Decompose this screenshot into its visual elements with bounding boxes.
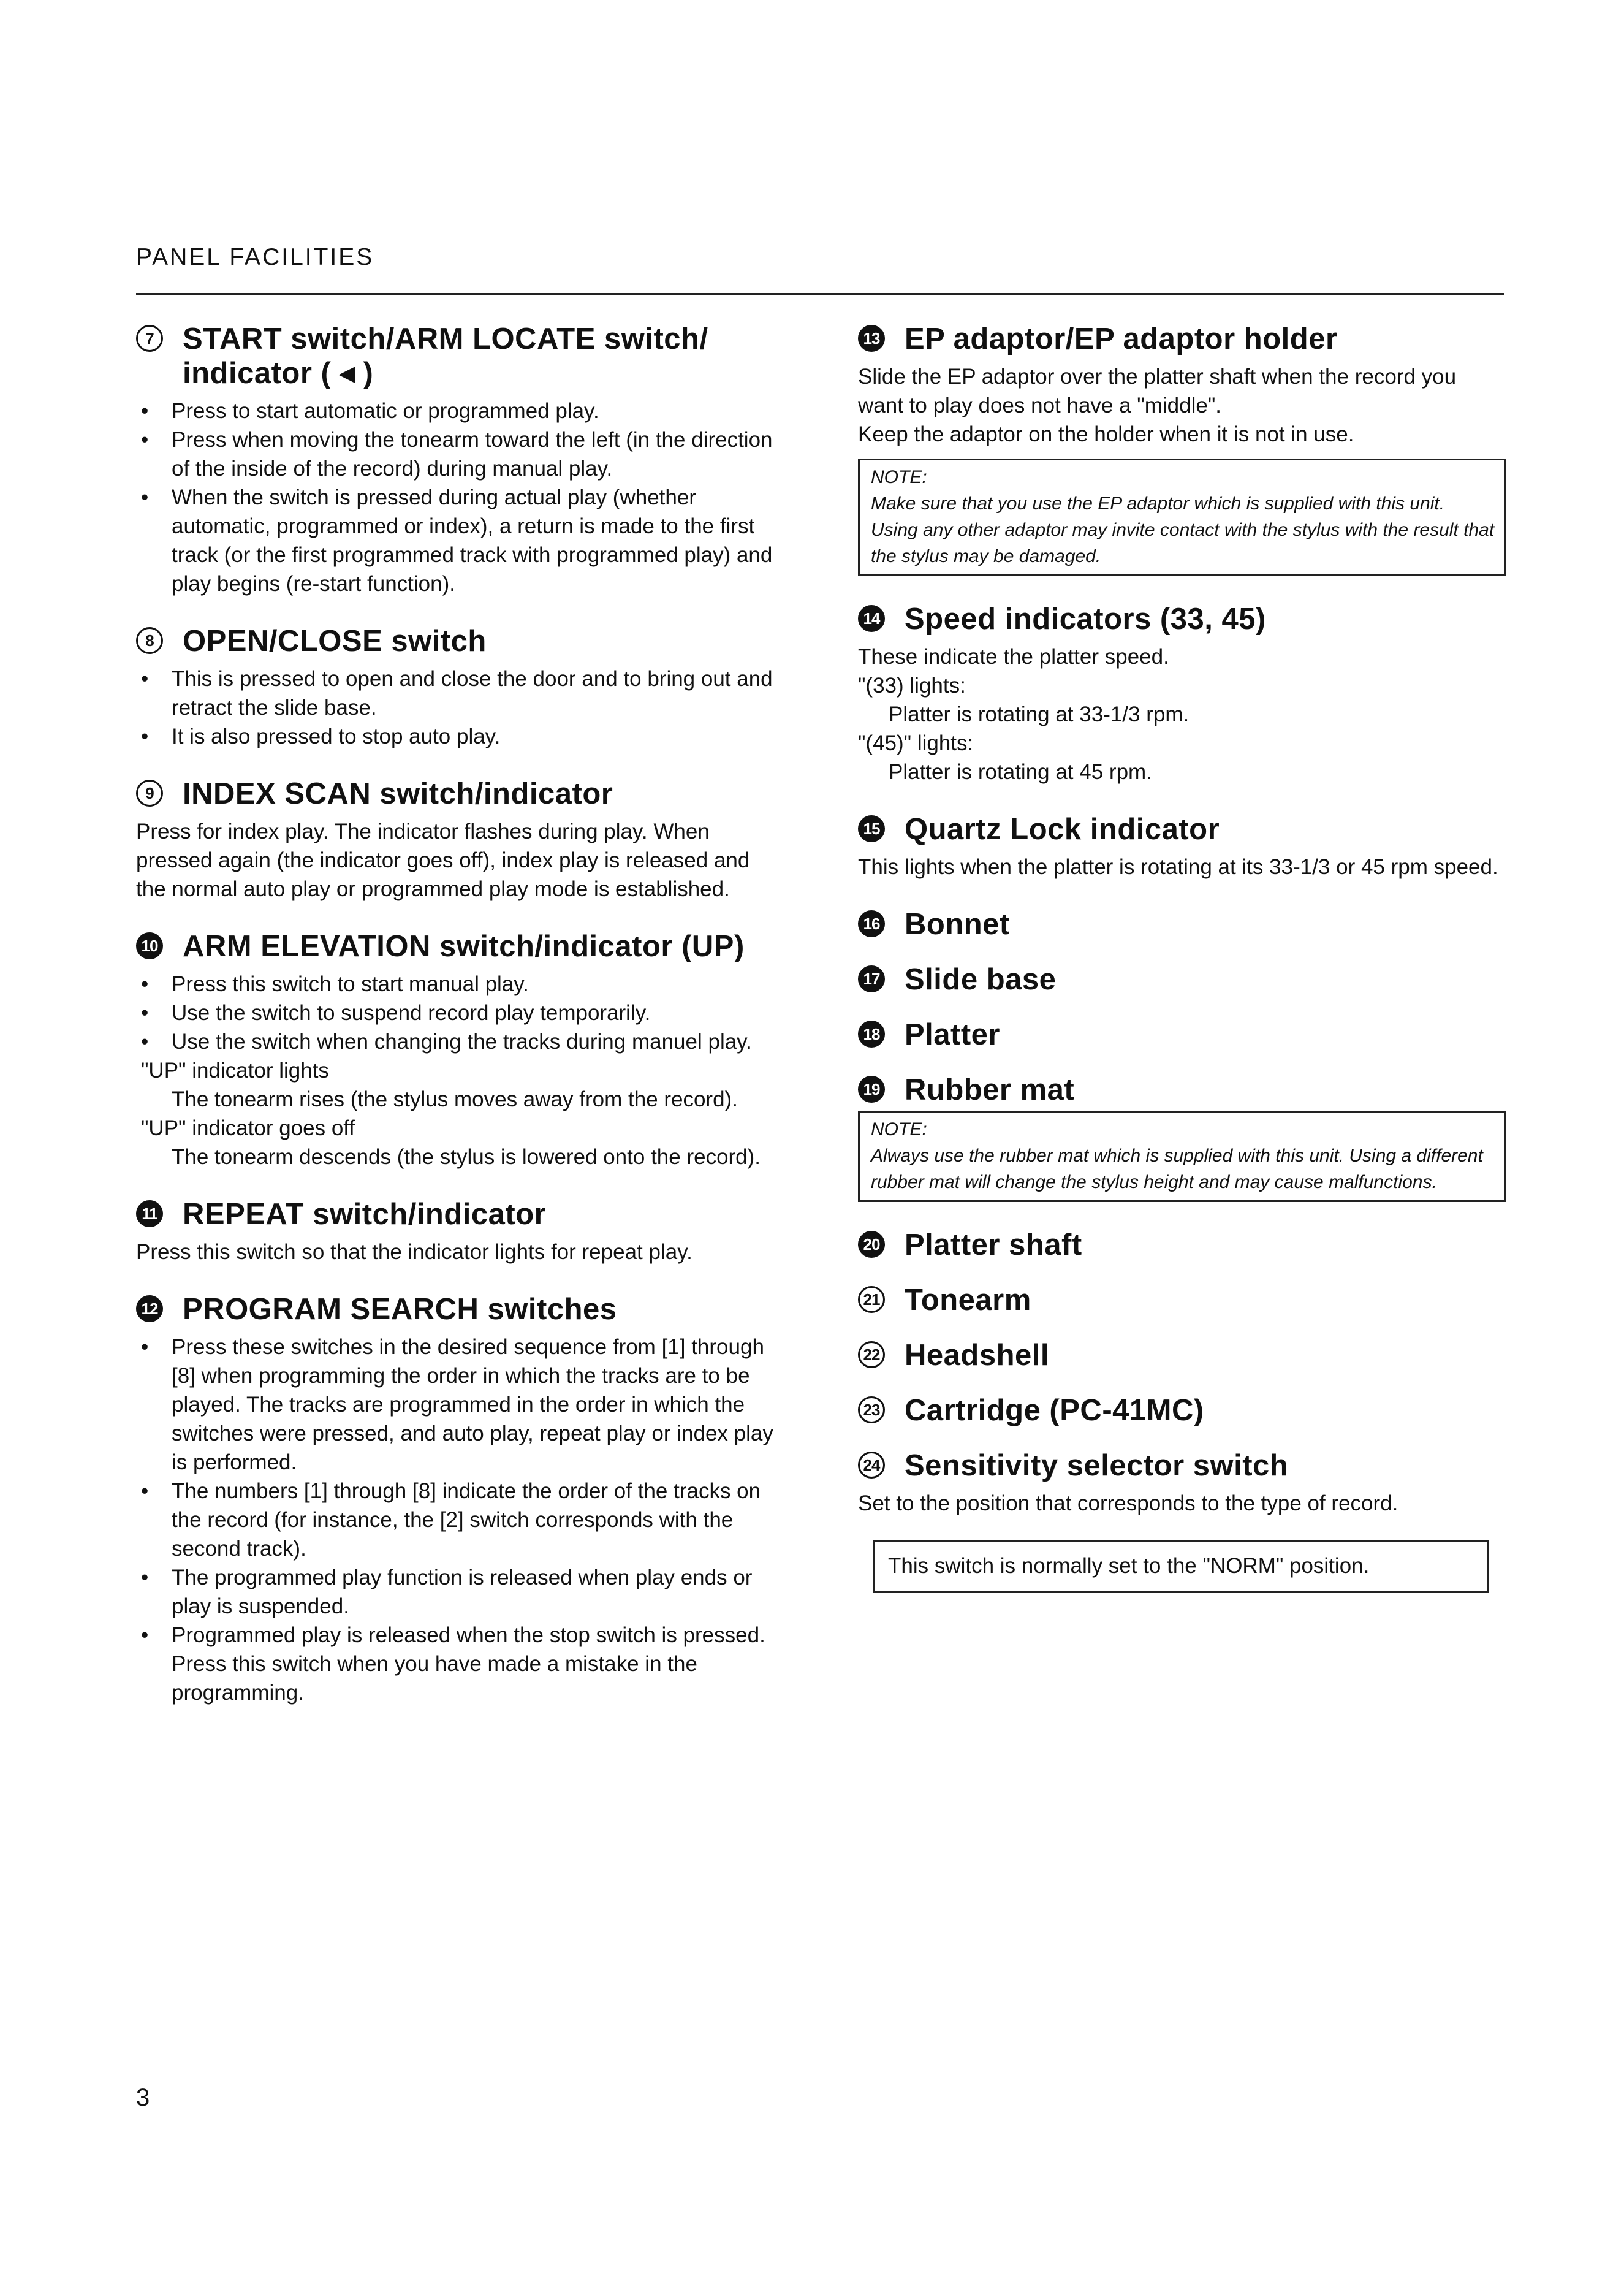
item-number-badge: 13 (858, 325, 885, 352)
item-platter (858, 1018, 1506, 1052)
item-description: Slide the EP adaptor over the platter shaft when the record you want to play does not have a "middle". (858, 365, 1457, 417)
item-title: INDEX SCAN switch/indicator (183, 777, 613, 810)
title-line-2-end: ) (363, 357, 374, 390)
bullet-item: • Press when moving the tonearm toward the left (in the direction of the inside of the record) during manual play. (136, 425, 778, 483)
speed-33-label: "(33) lights: (858, 674, 966, 698)
item-description: These indicate the platter speed. (858, 645, 1169, 669)
bullet-item: • This is pressed to open and close the door and to bring out and retract the slide base. (136, 664, 778, 722)
item-title: Headshell (905, 1339, 1049, 1372)
item-ep-adaptor (858, 322, 1506, 576)
item-number-badge: 19 (858, 1076, 885, 1103)
item-title: Quartz Lock indicator (905, 813, 1220, 846)
note-text: Always use the rubber mat which is supplied with this unit. Using a different rubber mat will change the stylus height and may cause malfunctions. (871, 1146, 1483, 1192)
bullet-list (136, 970, 778, 1056)
item-number-badge: 8 (136, 627, 163, 654)
item-description: Set to the position that corresponds to the type of record. (858, 1491, 1398, 1515)
note-label: NOTE: (871, 467, 927, 487)
up-off-label: "UP" indicator goes off (141, 1116, 355, 1140)
item-title: Platter shaft (905, 1228, 1082, 1262)
left-column (136, 322, 778, 1733)
item-repeat-switch (136, 1197, 778, 1266)
note-box (858, 1111, 1506, 1202)
item-open-close-switch (136, 624, 778, 751)
note-label: NOTE: (871, 1119, 927, 1140)
bullet-item: • When the switch is pressed during actual play (whether automatic, programmed or index), a return is made to the first track (or the first programmed track with programmed play) and play begins (re-start function). (136, 483, 778, 598)
item-sensitivity-selector (858, 1448, 1506, 1593)
item-title: Slide base (905, 963, 1057, 996)
page-number: 3 (136, 2084, 150, 2111)
item-number-badge: 15 (858, 815, 885, 842)
bullet-list (136, 1333, 778, 1707)
item-cartridge (858, 1393, 1506, 1428)
item-number-badge: 12 (136, 1295, 163, 1322)
item-number-badge: 16 (858, 910, 885, 937)
bullet-list (136, 664, 778, 751)
item-platter-shaft (858, 1228, 1506, 1262)
up-lights-label: "UP" indicator lights (141, 1059, 329, 1083)
bullet-item: • Press this switch to start manual play. (136, 970, 778, 999)
up-off-text: The tonearm descends (the stylus is lowered onto the record). (172, 1145, 761, 1169)
bullet-item: • Press to start automatic or programmed play. (136, 397, 778, 425)
item-headshell (858, 1338, 1506, 1372)
item-number-badge: 11 (136, 1200, 163, 1227)
bullet-item: • Press these switches in the desired sequence from [1] through [8] when programming the order in which the tracks are to be played. The tracks are programmed in the order in which the switches were pressed, and auto play, repeat play or index play is performed. (136, 1333, 778, 1477)
up-lights-text: The tonearm rises (the stylus moves away from the record). (172, 1087, 738, 1111)
item-speed-indicators (858, 602, 1506, 786)
speed-33-text: Platter is rotating at 33-1/3 rpm. (889, 702, 1190, 726)
bullet-item: • Use the switch when changing the tracks during manuel play. (136, 1027, 778, 1056)
item-title: REPEAT switch/indicator (183, 1198, 547, 1231)
item-title: Speed indicators (33, 45) (905, 603, 1266, 636)
item-number-badge: 7 (136, 325, 163, 352)
item-quartz-lock (858, 812, 1506, 881)
item-arm-elevation (136, 929, 778, 1171)
item-title: Rubber mat (905, 1073, 1075, 1106)
header-rule (136, 293, 1504, 295)
item-title: ARM ELEVATION switch/indicator (UP) (183, 930, 745, 963)
title-line-2-start: indicator ( (183, 357, 332, 390)
title-line-1: START switch/ARM LOCATE switch/ (183, 322, 708, 356)
item-title: Cartridge (PC-41MC) (905, 1394, 1204, 1427)
item-title: PROGRAM SEARCH switches (183, 1293, 617, 1326)
bullet-item: • It is also pressed to stop auto play. (136, 722, 778, 751)
item-title: Tonearm (905, 1284, 1031, 1317)
item-number-badge: 21 (858, 1286, 885, 1313)
bullet-list (136, 397, 778, 598)
item-description: Press for index play. The indicator flashes during play. When pressed again (the indicator goes off), index play is released and the normal auto play or programmed play mode is established. (136, 820, 750, 901)
bullet-item: • The programmed play function is released when play ends or play is suspended. (136, 1563, 778, 1621)
item-rubber-mat (858, 1073, 1506, 1202)
speed-45-label: "(45)" lights: (858, 731, 974, 755)
item-title: Bonnet (905, 908, 1010, 941)
item-number-badge: 14 (858, 605, 885, 632)
item-start-switch (136, 322, 778, 598)
item-title: OPEN/CLOSE switch (183, 625, 487, 658)
right-column (858, 322, 1506, 1618)
item-title: Platter (905, 1018, 1001, 1051)
item-title: Sensitivity selector switch (905, 1449, 1289, 1482)
item-number-badge: 22 (858, 1341, 885, 1368)
item-number-badge: 17 (858, 965, 885, 992)
bullet-item: • Use the switch to suspend record play temporarily. (136, 999, 778, 1027)
page-header: PANEL FACILITIES (136, 244, 374, 270)
bullet-item: • Programmed play is released when the stop switch is pressed. Press this switch when you have made a mistake in the programming. (136, 1621, 778, 1707)
item-description: Press this switch so that the indicator lights for repeat play. (136, 1240, 692, 1264)
item-number-badge: 24 (858, 1452, 885, 1479)
item-bonnet (858, 907, 1506, 942)
norm-position-box: This switch is normally set to the "NORM" position. (873, 1540, 1489, 1593)
speed-45-text: Platter is rotating at 45 rpm. (889, 760, 1152, 784)
item-tonearm (858, 1283, 1506, 1317)
note-box (858, 459, 1506, 576)
item-number-badge: 23 (858, 1396, 885, 1423)
note-text: Make sure that you use the EP adaptor which is supplied with this unit. Using any other adaptor may invite contact with the stylus with the result that the stylus may be damaged. (871, 493, 1495, 566)
item-description: This lights when the platter is rotating at its 33-1/3 or 45 rpm speed. (858, 855, 1498, 879)
item-description: Keep the adaptor on the holder when it is not in use. (858, 422, 1354, 446)
bullet-item: • The numbers [1] through [8] indicate the order of the tracks on the record (for instance, the [2] switch corresponds with the second track). (136, 1477, 778, 1563)
item-program-search (136, 1292, 778, 1707)
left-arrow-icon: ◀ (338, 360, 356, 386)
item-title: EP adaptor/EP adaptor holder (905, 322, 1338, 356)
item-title (183, 322, 708, 390)
item-index-scan (136, 777, 778, 904)
item-number-badge: 20 (858, 1231, 885, 1258)
item-number-badge: 10 (136, 932, 163, 959)
item-slide-base (858, 962, 1506, 997)
item-number-badge: 9 (136, 780, 163, 807)
item-number-badge: 18 (858, 1021, 885, 1048)
